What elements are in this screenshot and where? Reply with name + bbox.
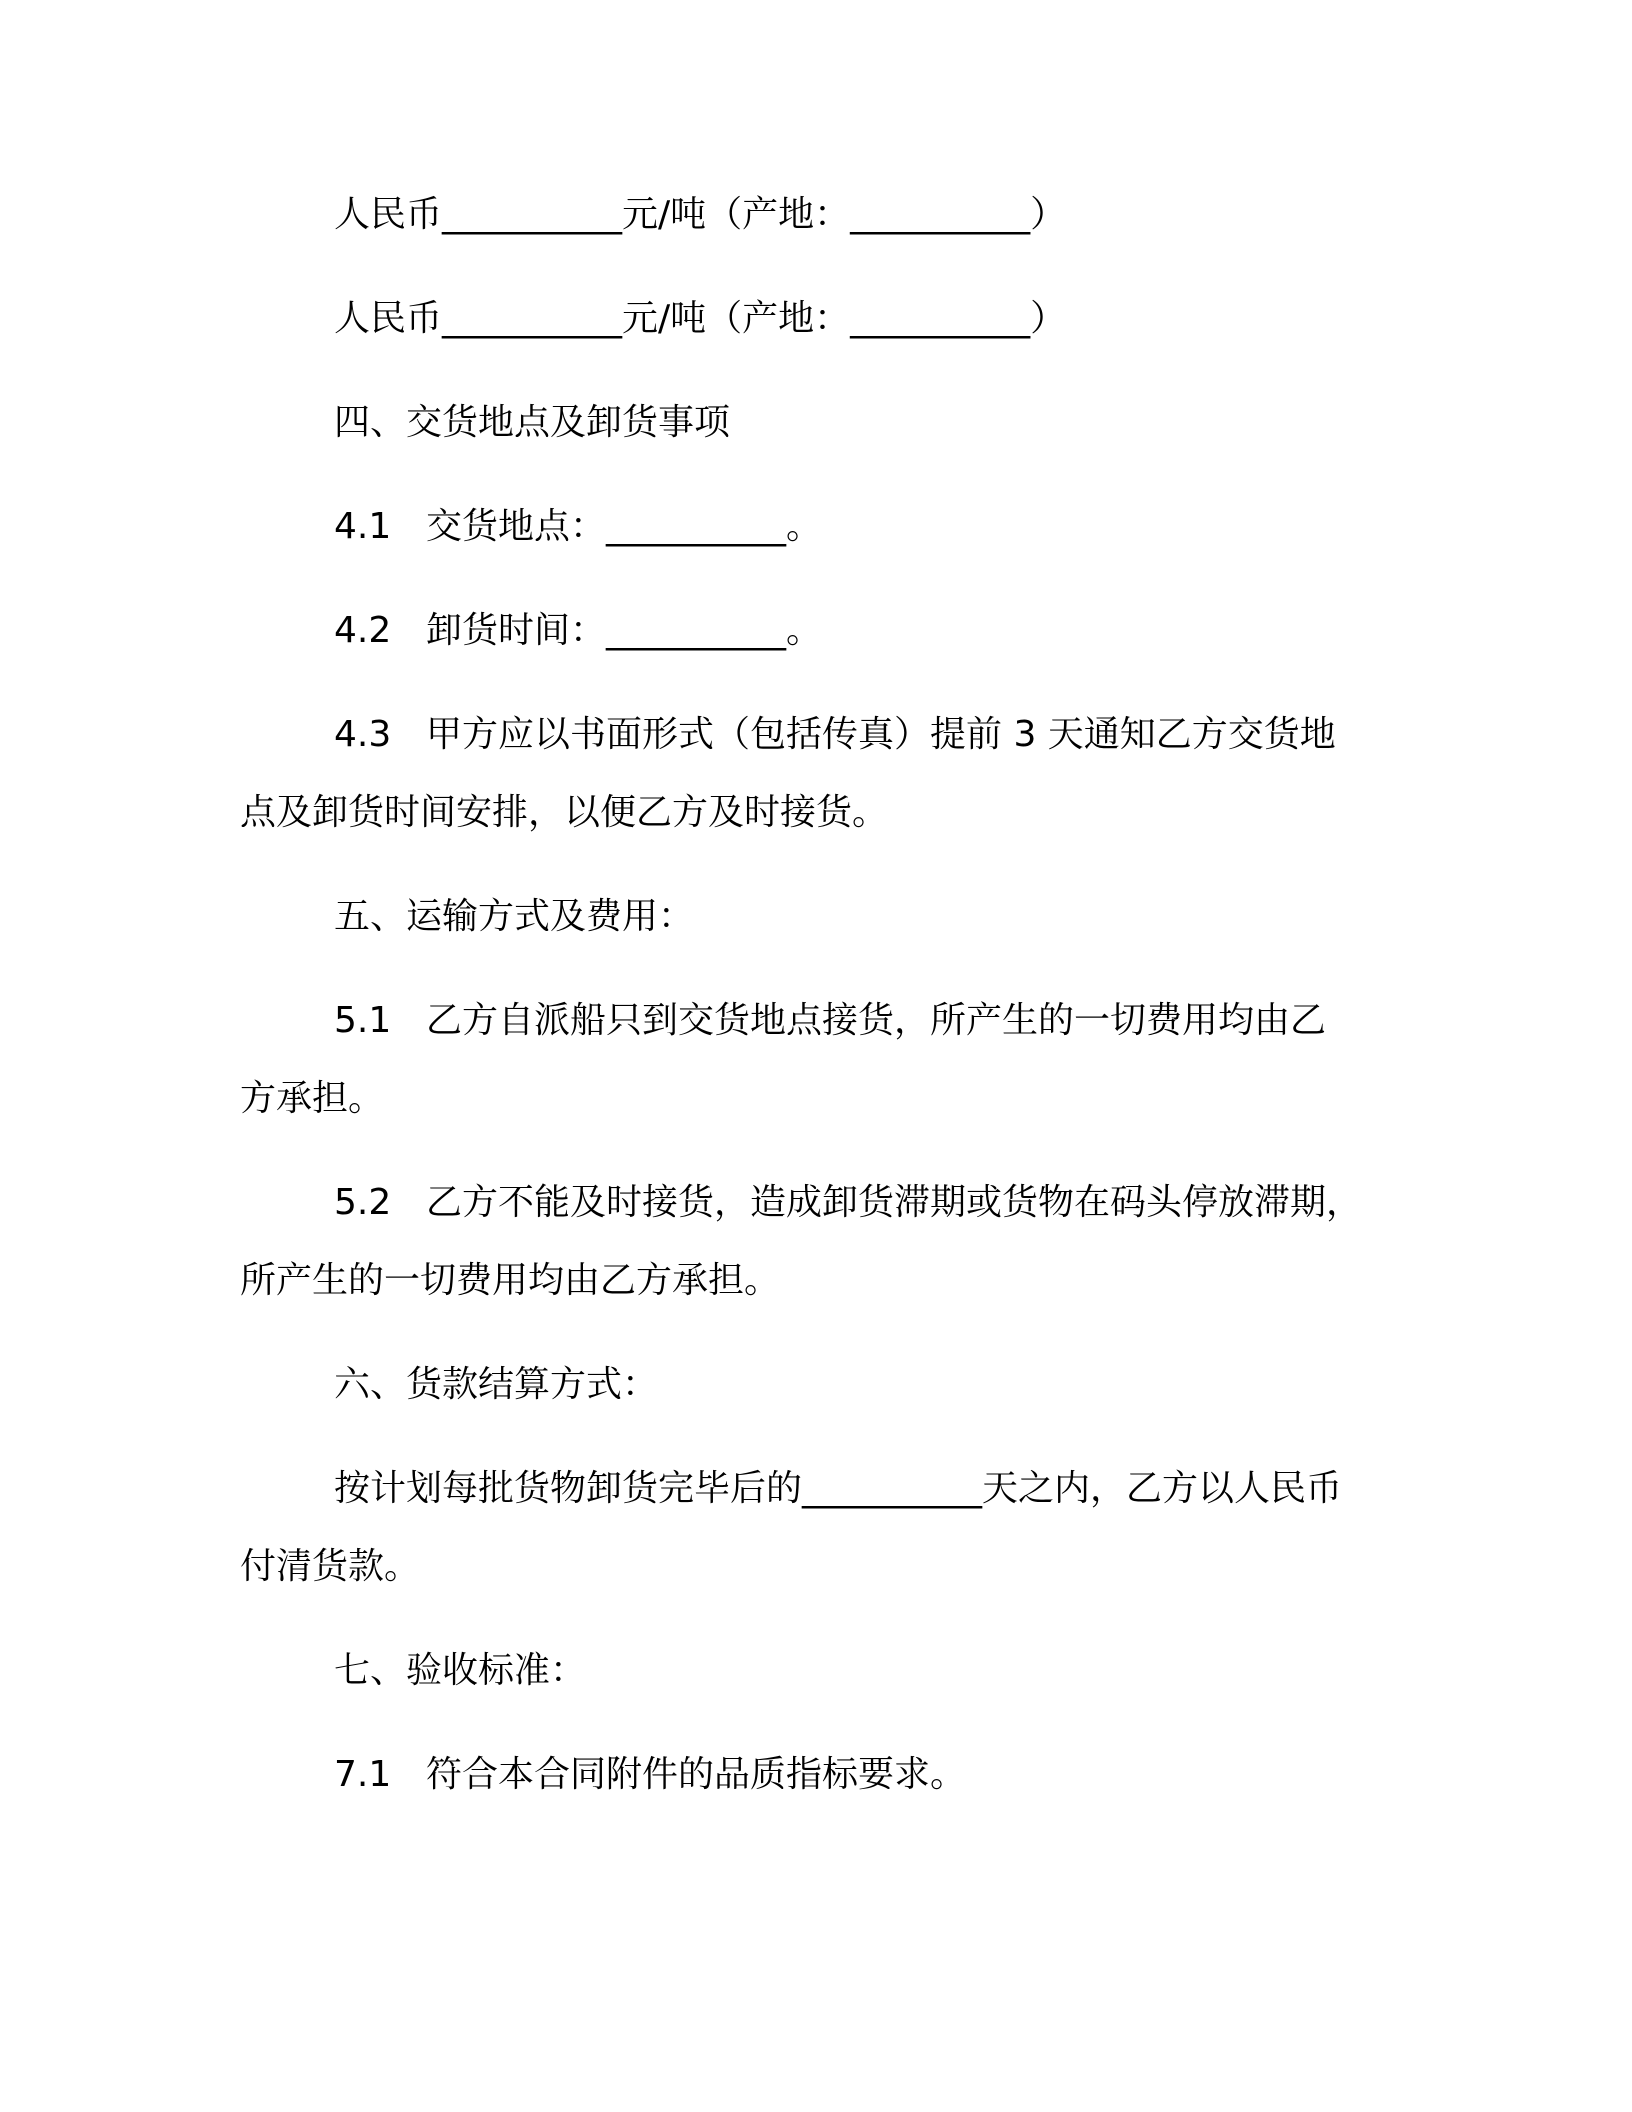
clause-4-3 (334, 712, 1336, 758)
clause-5-2-continuation (240, 1258, 780, 1304)
section-5-heading-text: 五、运输方式及费用： (334, 896, 695, 937)
section-6-heading-text: 六、货款结算方式： (334, 1364, 659, 1405)
payment-clause-continuation-text: 付清货款。 (240, 1546, 421, 1587)
clause-5-2-continuation-text: 所产生的一切费用均由乙方承担。 (240, 1260, 781, 1301)
section-6-heading (334, 1362, 658, 1408)
clause-7-1-number: 7.1 (334, 1754, 392, 1795)
price-line-2-text: 人民币__________元/吨（产地：__________） (334, 298, 1067, 339)
clause-5-1-number: 5.1 (334, 1000, 392, 1041)
section-4-heading (334, 400, 730, 446)
clause-4-2 (334, 608, 822, 654)
price-line-1-text: 人民币__________元/吨（产地：__________） (334, 194, 1067, 235)
clause-4-3-continuation-text: 点及卸货时间安排，以便乙方及时接货。 (240, 792, 889, 833)
clause-4-3-text: 甲方应以书面形式（包括传真）提前 3 天通知乙方交货地 (426, 714, 1336, 755)
clause-5-2-number: 5.2 (334, 1182, 392, 1223)
clause-4-1-number: 4.1 (334, 506, 392, 547)
section-7-heading-text: 七、验收标准： (334, 1650, 587, 1691)
clause-4-2-text: 卸货时间：__________。 (426, 610, 823, 651)
clause-5-1-text: 乙方自派船只到交货地点接货，所产生的一切费用均由乙 (426, 1000, 1327, 1041)
section-7-heading (334, 1648, 586, 1694)
clause-5-2 (334, 1180, 1362, 1226)
section-5-heading (334, 894, 694, 940)
section-4-heading-text: 四、交货地点及卸货事项 (334, 402, 731, 443)
price-line-1 (334, 192, 1066, 238)
clause-7-1-text: 符合本合同附件的品质指标要求。 (426, 1754, 967, 1795)
price-line-2 (334, 296, 1066, 342)
clause-4-1 (334, 504, 822, 550)
clause-5-1-continuation-text: 方承担。 (240, 1078, 385, 1119)
clause-4-3-continuation (240, 790, 888, 836)
clause-4-2-number: 4.2 (334, 610, 392, 651)
clause-4-1-text: 交货地点：__________。 (426, 506, 823, 547)
payment-clause (334, 1466, 1342, 1512)
clause-7-1 (334, 1752, 966, 1798)
payment-clause-text: 按计划每批货物卸货完毕后的__________天之内，乙方以人民币 (334, 1468, 1343, 1509)
payment-clause-continuation (240, 1544, 420, 1590)
clause-4-3-number: 4.3 (334, 714, 392, 755)
clause-5-2-text: 乙方不能及时接货，造成卸货滞期或货物在码头停放滞期， (426, 1182, 1363, 1223)
clause-5-1-continuation (240, 1076, 384, 1122)
clause-5-1 (334, 998, 1326, 1044)
